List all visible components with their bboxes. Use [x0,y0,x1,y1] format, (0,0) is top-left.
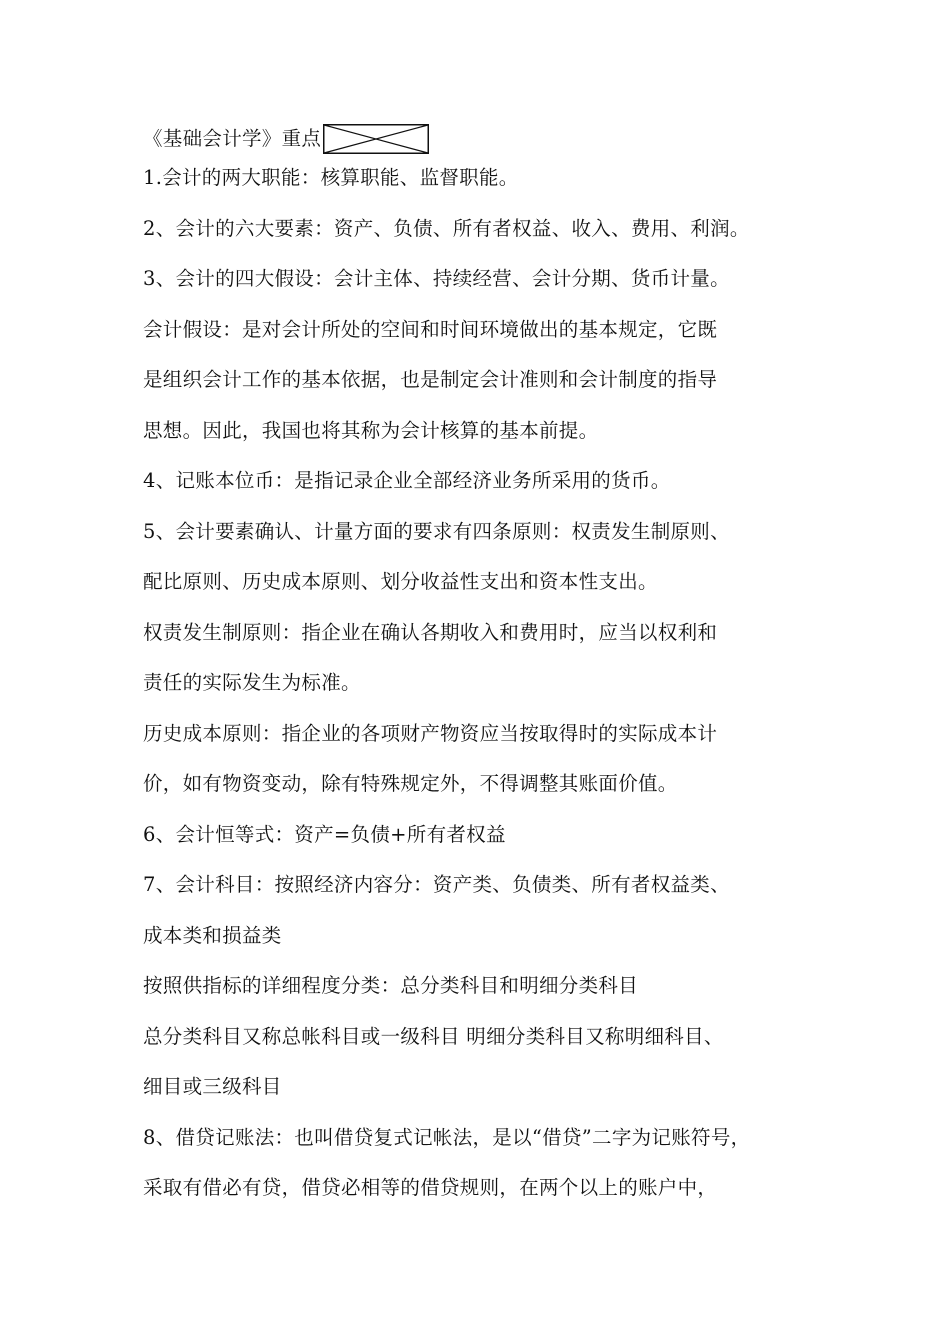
text-line-15: 7、会计科目：按照经济内容分：资产类、负债类、所有者权益类、 [143,873,730,896]
text-line-18: 总分类科目又称总帐科目或一级科目 明细分类科目又称明细科目、 [143,1024,724,1048]
document-body [143,118,813,1221]
text-line-7: 4、记账本位币：是指记录企业全部经济业务所采用的货币。 [143,469,671,492]
text-line-16: 成本类和损益类 [143,923,282,947]
text-line-6: 思想。因此，我国也将其称为会计核算的基本前提。 [143,418,599,442]
document-title: 《基础会计学》重点 [143,127,322,150]
text-line-1: 1.会计的两大职能：核算职能、监督职能。 [143,166,519,189]
text-line-9: 配比原则、历史成本原则、划分收益性支出和资本性支出。 [143,570,658,593]
text-line-8: 5、会计要素确认、计量方面的要求有四条原则：权责发生制原则、 [143,519,730,543]
broken-image-icon [323,124,429,154]
text-line-13: 价，如有物资变动，除有特殊规定外，不得调整其账面价值。 [143,772,678,795]
text-line-5: 是组织会计工作的基本依据，也是制定会计准则和会计制度的指导 [143,368,718,391]
text-line-12: 历史成本原则：指企业的各项财产物资应当按取得时的实际成本计 [143,721,718,745]
text-line-11: 责任的实际发生为标准。 [143,671,361,694]
text-line-14: 6、会计恒等式：资产=负债+所有者权益 [143,822,506,846]
text-line-4: 会计假设：是对会计所处的空间和时间环境做出的基本规定，它既 [143,317,718,341]
text-line-17: 按照供指标的详细程度分类：总分类科目和明细分类科目 [143,974,639,997]
text-line-2: 2、会计的六大要素：资产、负债、所有者权益、收入、费用、利润。 [143,216,750,240]
text-line-20: 8、借贷记账法：也叫借贷复式记帐法，是以“借贷”二字为记账符号， [143,1125,751,1149]
text-line-19: 细目或三级科目 [143,1075,282,1098]
text-line-3: 3、会计的四大假设：会计主体、持续经营、会计分期、货币计量。 [143,267,730,290]
text-line-21: 采取有借必有贷，借贷必相等的借贷规则，在两个以上的账户中， [143,1176,718,1199]
text-line-10: 权责发生制原则：指企业在确认各期收入和费用时，应当以权利和 [143,620,718,644]
document-title-row [143,118,813,160]
